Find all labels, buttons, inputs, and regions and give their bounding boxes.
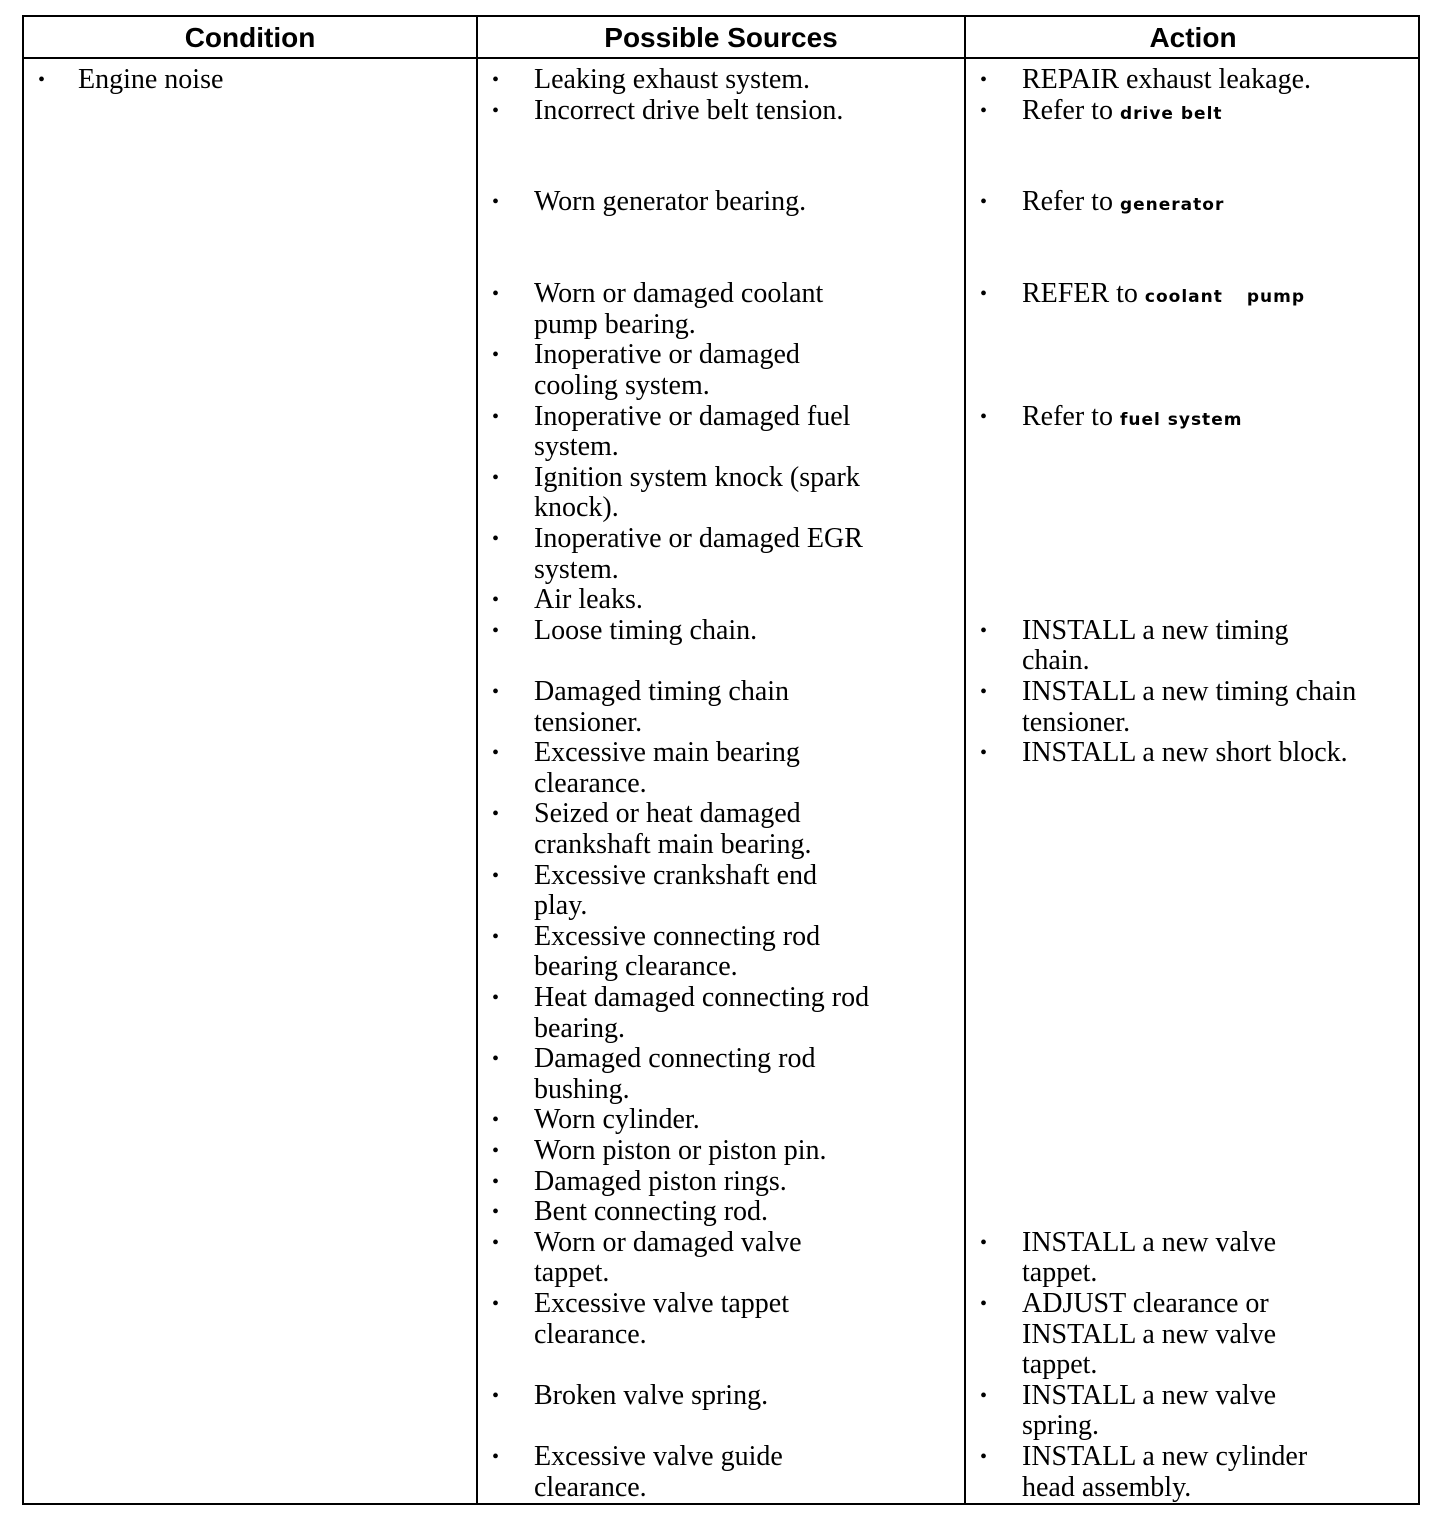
source-bullet: • bbox=[492, 681, 500, 703]
source-item bbox=[534, 187, 954, 218]
source-line: clearance. bbox=[534, 1318, 647, 1350]
header-action: Action bbox=[1149, 22, 1237, 53]
source-bullet: • bbox=[492, 344, 500, 367]
action-line bbox=[1022, 1320, 1417, 1351]
source-line: Excessive connecting rod bbox=[534, 920, 821, 952]
source-bullet: • bbox=[492, 99, 500, 122]
source-line: tensioner. bbox=[534, 706, 643, 738]
action-item bbox=[1022, 402, 1417, 436]
action-text: Refer to bbox=[1022, 400, 1120, 432]
action-bullet: • bbox=[980, 619, 988, 642]
action-line bbox=[1022, 96, 1417, 130]
source-item bbox=[534, 279, 954, 340]
action-text: head assembly. bbox=[1022, 1471, 1192, 1503]
source-line: Worn piston or piston pin. bbox=[534, 1135, 827, 1166]
cross-reference-link[interactable]: pump bbox=[1246, 287, 1306, 308]
source-line: pump bearing. bbox=[534, 308, 696, 340]
action-line bbox=[1022, 187, 1417, 221]
source-line: Air leaks. bbox=[534, 584, 643, 616]
column-divider-1 bbox=[476, 17, 478, 1503]
source-line: Heat damaged connecting rod bbox=[534, 982, 870, 1013]
action-line bbox=[1022, 708, 1417, 739]
action-line bbox=[1022, 738, 1417, 769]
condition-bullet: • bbox=[38, 69, 46, 91]
action-line bbox=[1022, 677, 1417, 708]
source-bullet: • bbox=[492, 1109, 500, 1132]
source-line: Excessive crankshaft end bbox=[534, 859, 817, 891]
source-line: Excessive main bearing bbox=[534, 737, 800, 769]
source-item bbox=[534, 922, 954, 983]
source-line: Inoperative or damaged bbox=[534, 339, 800, 371]
source-item bbox=[534, 1381, 954, 1412]
action-text: ADJUST clearance or bbox=[1022, 1288, 1269, 1319]
cross-reference-link[interactable]: coolant bbox=[1144, 287, 1223, 308]
source-bullet: • bbox=[492, 742, 500, 765]
source-line: bearing. bbox=[534, 1012, 625, 1044]
source-line: Incorrect drive belt tension. bbox=[534, 94, 844, 126]
header-possible-sources: Possible Sources bbox=[604, 22, 838, 53]
header-condition: Condition bbox=[184, 22, 316, 53]
source-item bbox=[534, 1167, 954, 1198]
action-item bbox=[1022, 1381, 1417, 1442]
action-bullet: • bbox=[980, 99, 988, 122]
source-line: Worn generator bearing. bbox=[534, 186, 807, 218]
source-bullet: • bbox=[492, 803, 500, 826]
action-text: chain. bbox=[1022, 645, 1090, 677]
action-item bbox=[1022, 187, 1417, 221]
action-bullet: • bbox=[980, 742, 988, 765]
source-line: bushing. bbox=[534, 1073, 630, 1105]
source-item bbox=[534, 585, 954, 616]
source-item bbox=[534, 1105, 954, 1136]
action-line bbox=[1022, 616, 1417, 647]
action-line bbox=[1022, 1350, 1417, 1381]
action-item bbox=[1022, 677, 1417, 738]
source-line: tappet. bbox=[534, 1257, 610, 1289]
source-item bbox=[534, 1044, 954, 1105]
source-item bbox=[534, 340, 954, 401]
source-bullet: • bbox=[492, 466, 500, 489]
troubleshooting-table bbox=[22, 15, 1420, 1505]
source-line: play. bbox=[534, 890, 588, 922]
source-bullet: • bbox=[492, 1231, 500, 1254]
source-item bbox=[534, 1289, 954, 1350]
source-line: system. bbox=[534, 431, 619, 463]
action-text: INSTALL a new cylinder bbox=[1022, 1441, 1308, 1472]
source-line: Excessive valve guide bbox=[534, 1441, 783, 1472]
action-bullet: • bbox=[980, 191, 988, 214]
source-line: Bent connecting rod. bbox=[534, 1196, 769, 1228]
action-text: spring. bbox=[1022, 1410, 1099, 1442]
action-line bbox=[1022, 1228, 1417, 1259]
action-item bbox=[1022, 1289, 1417, 1381]
action-item bbox=[1022, 1442, 1417, 1503]
source-item bbox=[534, 1442, 954, 1503]
action-text: INSTALL a new short block. bbox=[1022, 737, 1348, 769]
action-line bbox=[1022, 1258, 1417, 1289]
source-bullet: • bbox=[492, 1170, 500, 1193]
cross-reference-link[interactable]: generator bbox=[1119, 195, 1225, 216]
source-item bbox=[534, 1136, 954, 1167]
source-line: Ignition system knock (spark bbox=[534, 461, 860, 493]
source-item bbox=[534, 1197, 954, 1228]
source-line: Damaged timing chain bbox=[534, 676, 790, 707]
action-text: INSTALL a new valve bbox=[1022, 1226, 1277, 1258]
source-bullet: • bbox=[492, 1293, 500, 1315]
action-line bbox=[1022, 1289, 1417, 1320]
action-bullet: • bbox=[980, 681, 988, 703]
source-bullet: • bbox=[492, 925, 500, 948]
source-bullet: • bbox=[492, 589, 500, 612]
action-text: INSTALL a new valve bbox=[1022, 1379, 1277, 1411]
action-bullet: • bbox=[980, 1293, 988, 1315]
cross-reference-link[interactable]: fuel system bbox=[1119, 409, 1243, 430]
source-item bbox=[534, 524, 954, 585]
source-line: Worn or damaged valve bbox=[534, 1226, 802, 1258]
source-bullet: • bbox=[492, 405, 500, 428]
source-line: Excessive valve tappet bbox=[534, 1288, 790, 1319]
source-item bbox=[534, 463, 954, 524]
action-bullet: • bbox=[980, 1384, 988, 1407]
source-line: system. bbox=[534, 553, 619, 585]
action-line bbox=[1022, 1442, 1417, 1473]
action-line bbox=[1022, 1473, 1417, 1504]
source-line: clearance. bbox=[534, 1471, 647, 1503]
source-bullet: • bbox=[492, 1140, 500, 1162]
source-item bbox=[534, 861, 954, 922]
action-item bbox=[1022, 65, 1417, 96]
action-item bbox=[1022, 616, 1417, 677]
action-bullet: • bbox=[980, 1446, 988, 1468]
action-text: tensioner. bbox=[1022, 706, 1131, 738]
cross-reference-link[interactable]: drive belt bbox=[1119, 103, 1223, 124]
source-bullet: • bbox=[492, 283, 500, 306]
source-line: Damaged piston rings. bbox=[534, 1165, 787, 1197]
source-bullet: • bbox=[492, 69, 500, 91]
source-bullet: • bbox=[492, 1446, 500, 1468]
action-line bbox=[1022, 1411, 1417, 1442]
source-bullet: • bbox=[492, 1384, 500, 1407]
action-bullet: • bbox=[980, 283, 988, 306]
action-item bbox=[1022, 1228, 1417, 1289]
source-line: crankshaft main bearing. bbox=[534, 828, 812, 860]
source-bullet: • bbox=[492, 987, 500, 1009]
source-item bbox=[534, 616, 954, 647]
source-item bbox=[534, 983, 954, 1044]
source-item bbox=[534, 1228, 954, 1289]
source-line: Seized or heat damaged bbox=[534, 798, 801, 830]
source-bullet: • bbox=[492, 619, 500, 642]
action-item bbox=[1022, 96, 1417, 130]
action-text: REFER to bbox=[1022, 278, 1145, 310]
source-item bbox=[534, 402, 954, 463]
action-text: tappet. bbox=[1022, 1349, 1098, 1381]
source-item bbox=[534, 799, 954, 860]
column-divider-2 bbox=[964, 17, 966, 1503]
source-line: knock). bbox=[534, 492, 619, 524]
source-line: Inoperative or damaged EGR bbox=[534, 523, 863, 554]
source-line: Worn or damaged coolant bbox=[534, 278, 824, 310]
action-bullet: • bbox=[980, 405, 988, 428]
action-text: INSTALL a new valve bbox=[1022, 1318, 1277, 1350]
source-line: bearing clearance. bbox=[534, 951, 738, 983]
source-item bbox=[534, 677, 954, 738]
source-line: Damaged connecting rod bbox=[534, 1043, 816, 1075]
source-bullet: • bbox=[492, 864, 500, 887]
source-line: Inoperative or damaged fuel bbox=[534, 400, 851, 432]
action-bullet: • bbox=[980, 1231, 988, 1254]
action-text: REPAIR exhaust leakage. bbox=[1022, 64, 1312, 95]
source-item bbox=[534, 65, 954, 96]
source-bullet: • bbox=[492, 1048, 500, 1071]
source-line: cooling system. bbox=[534, 369, 710, 401]
source-line: Leaking exhaust system. bbox=[534, 64, 811, 95]
source-bullet: • bbox=[492, 191, 500, 214]
source-line: Worn cylinder. bbox=[534, 1104, 700, 1136]
action-text: INSTALL a new timing chain bbox=[1022, 676, 1357, 707]
action-line bbox=[1022, 65, 1417, 96]
source-line: clearance. bbox=[534, 767, 647, 799]
source-line: Broken valve spring. bbox=[534, 1379, 769, 1411]
action-line bbox=[1022, 1381, 1417, 1412]
action-text: Refer to bbox=[1022, 186, 1120, 218]
action-text: tappet. bbox=[1022, 1257, 1098, 1289]
action-line bbox=[1022, 646, 1417, 677]
action-line bbox=[1022, 402, 1417, 436]
source-line: Loose timing chain. bbox=[534, 614, 758, 646]
source-item bbox=[534, 738, 954, 799]
action-line bbox=[1022, 279, 1417, 313]
source-item bbox=[534, 96, 954, 127]
condition-text: Engine noise bbox=[78, 64, 224, 95]
action-bullet: • bbox=[980, 69, 988, 91]
action-item bbox=[1022, 738, 1417, 769]
source-bullet: • bbox=[492, 1201, 500, 1224]
action-item bbox=[1022, 279, 1417, 313]
source-bullet: • bbox=[492, 528, 500, 550]
action-text: INSTALL a new timing bbox=[1022, 614, 1289, 646]
action-text: Refer to bbox=[1022, 94, 1120, 126]
